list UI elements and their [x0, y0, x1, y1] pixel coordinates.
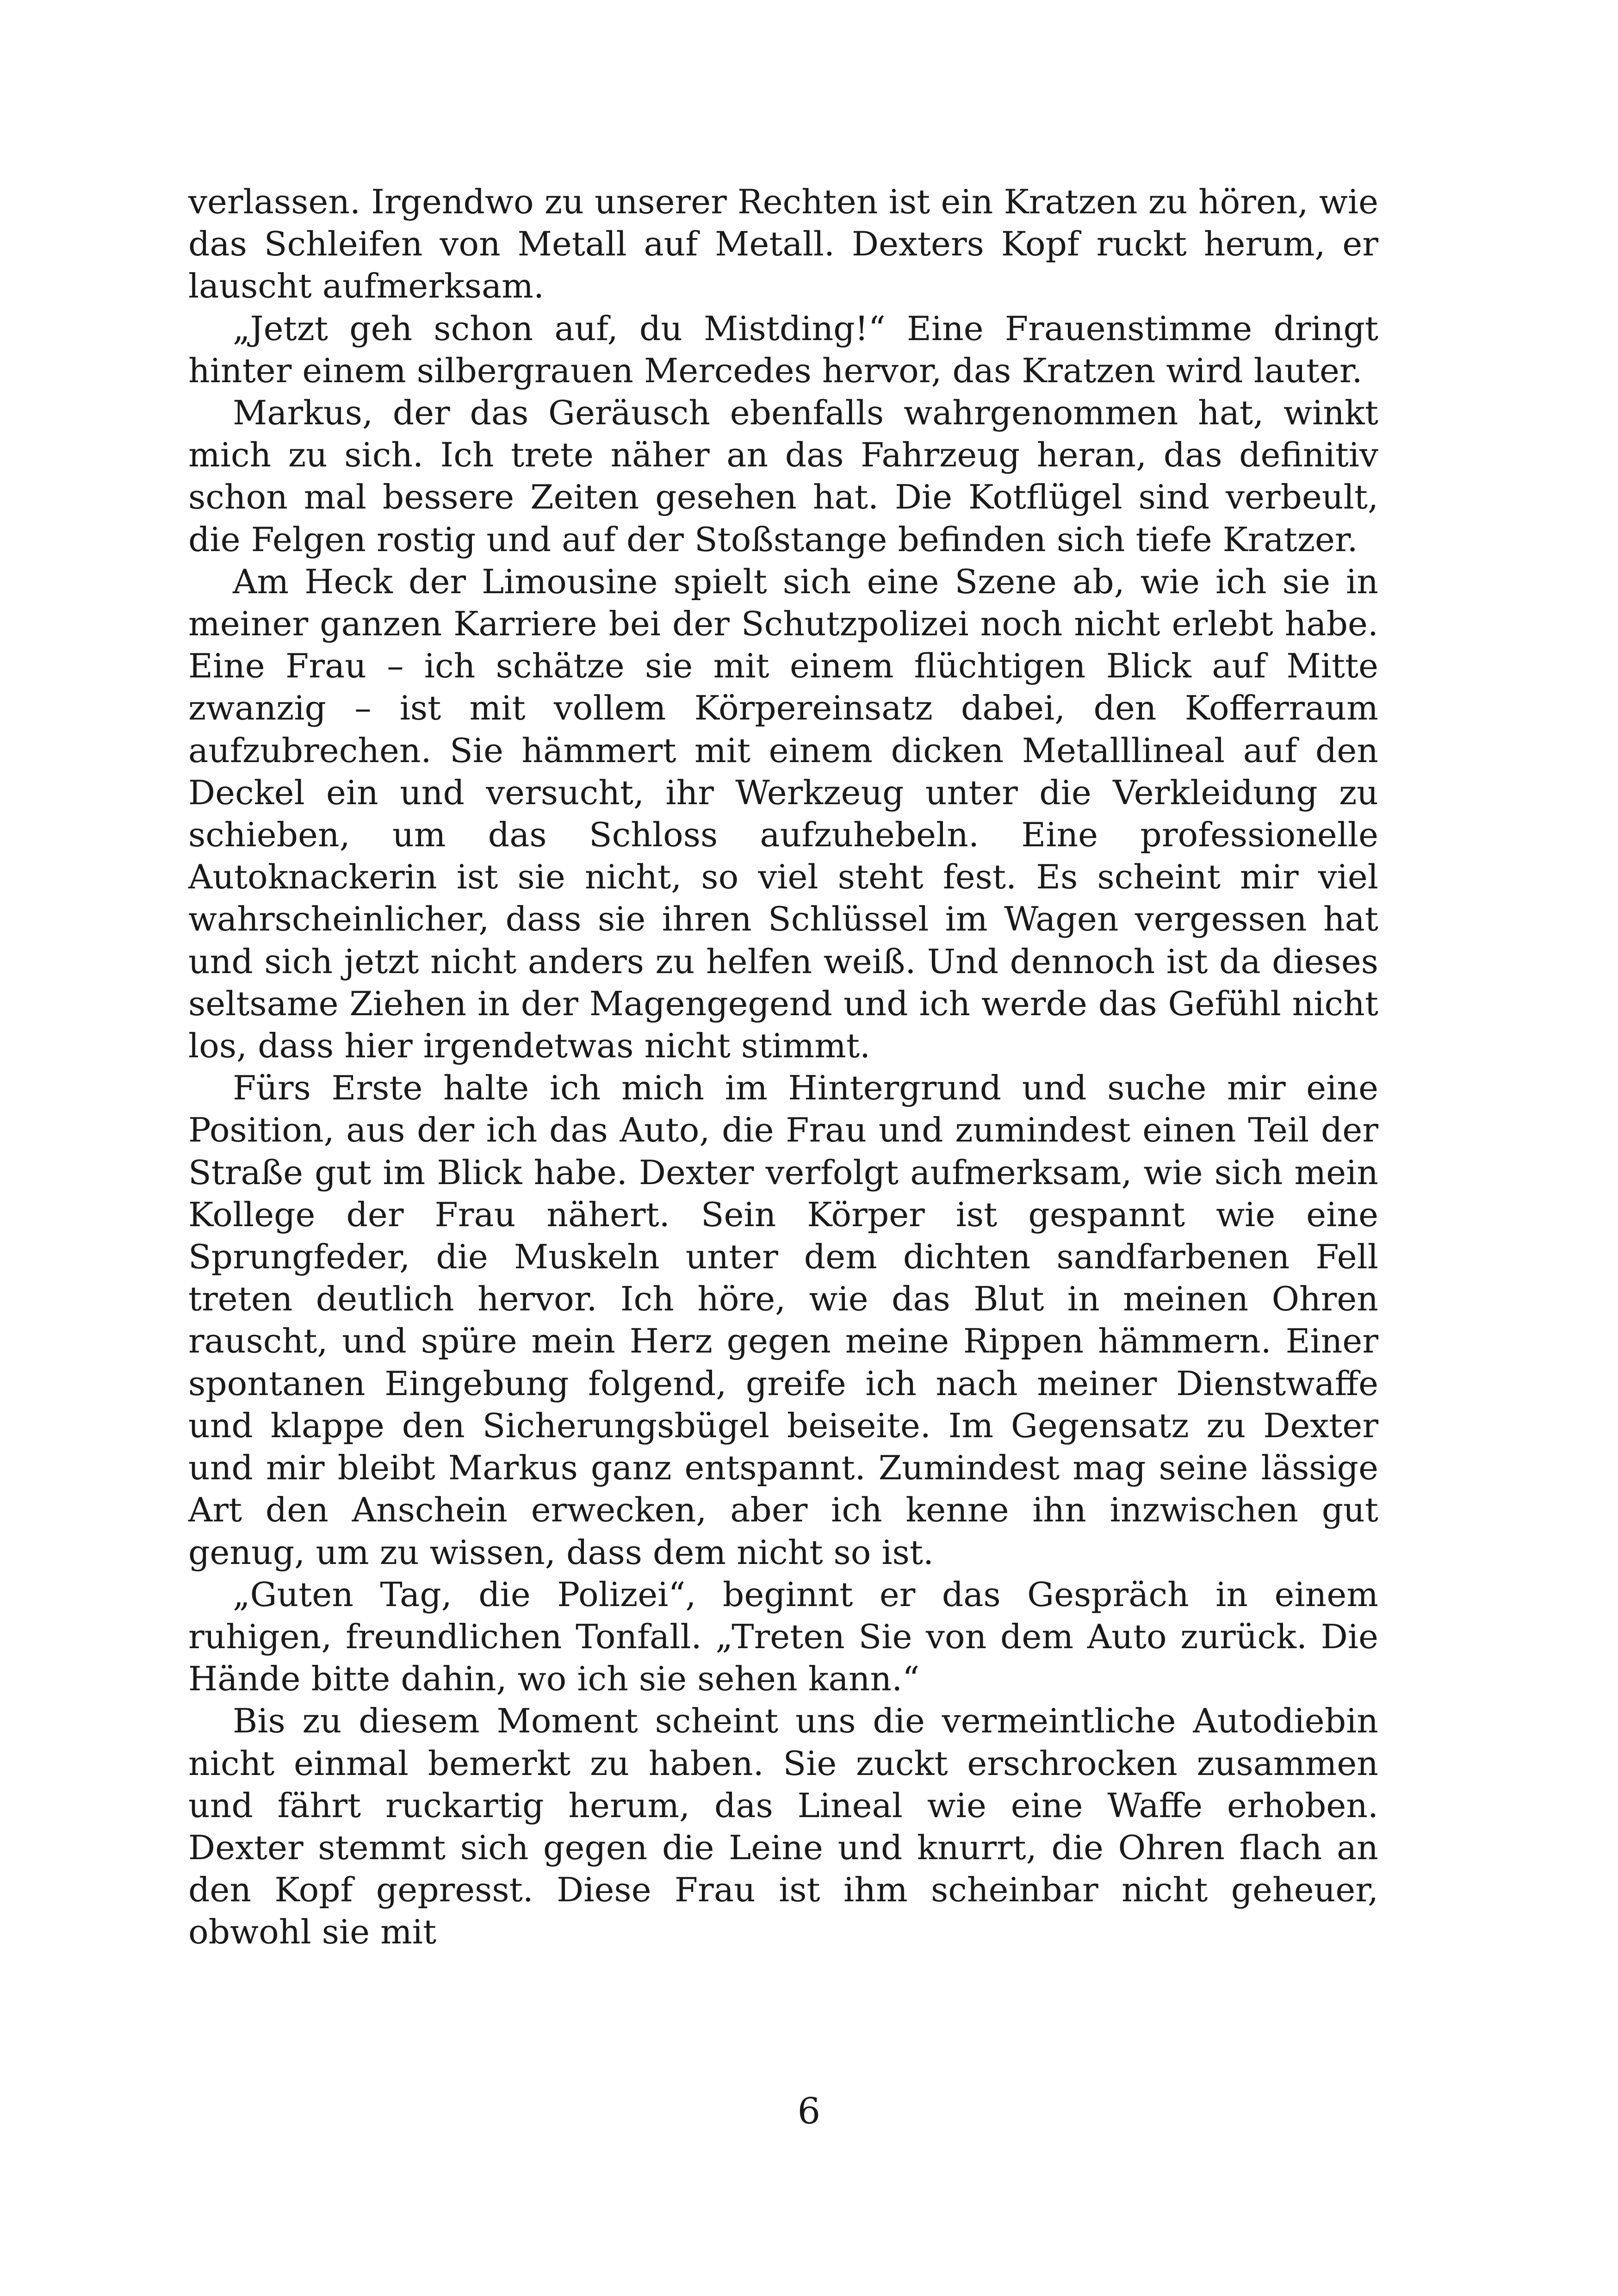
paragraph-1: verlassen. Irgendwo zu unserer Rechten ist ein Kratzen zu hören, wie das Schleifen von Metall auf Metall. Dexters Kopf ruckt herum, er lauscht aufmerksam. [188, 183, 1378, 306]
paragraph-2: „Jetzt geh schon auf, du Mistding!“ Eine Frauenstimme dringt hinter einem silbergrauen Mercedes hervor, das Kratzen wird lauter. [188, 309, 1378, 391]
paragraph-5: Fürs Erste halte ich mich im Hintergrund und suche mir eine Position, aus der ich das Auto, die Frau und zumindest einen Teil der Straße gut im Blick habe. Dexter verfolgt aufmerksam, wie sich mein Kollege der Frau nähert. Sein Körper ist gespannt wie eine Sprungfeder, die Muskeln unter dem dichten sandfarbenen Fell treten deutlich hervor. Ich höre, wie das Blut in meinen Ohren rauscht, und spüre mein Herz gegen meine Rippen hämmern. Einer spontanen Eingebung folgend, greife ich nach meiner Dienstwaffe und klappe den Sicherungsbügel beiseite. Im Gegensatz zu Dexter und mir bleibt Markus ganz entspannt. Zumindest mag seine lässige Art den Anschein erwecken, aber ich kenne ihn inzwischen gut genug, um zu wissen, dass dem nicht so ist. [188, 1069, 1378, 1572]
paragraph-6: „Guten Tag, die Polizei“, beginnt er das Gespräch in einem ruhigen, freundlichen Tonfall. „Treten Sie von dem Auto zurück. Die Hände bitte dahin, wo ich sie sehen kann.“ [188, 1575, 1378, 1699]
page-number: 6 [797, 2091, 821, 2132]
paragraph-7: Bis zu diesem Moment scheint uns die vermeintliche Autodiebin nicht einmal bemerkt zu haben. Sie zuckt erschrocken zusammen und fährt ruckartig herum, das Lineal wie eine Waffe erhoben. Dexter stemmt sich gegen die Leine und knurrt, die Ohren flach an den Kopf gepresst. Diese Frau ist ihm scheinbar nicht geheuer, obwohl sie mit [188, 1702, 1378, 1952]
paragraph-3: Markus, der das Geräusch ebenfalls wahrgenommen hat, winkt mich zu sich. Ich trete näher an das Fahrzeug heran, das definitiv schon mal bessere Zeiten gesehen hat. Die Kotflügel sind verbeult, die Felgen rostig und auf der Stoßstange befinden sich tiefe Kratzer. [188, 394, 1378, 559]
paragraph-4: Am Heck der Limousine spielt sich eine Szene ab, wie ich sie in meiner ganzen Karriere bei der Schutzpolizei noch nicht erlebt habe. Eine Frau – ich schätze sie mit einem flüchtigen Blick auf Mitte zwanzig – ist mit vollem Körpereinsatz dabei, den Kofferraum aufzubrechen. Sie hämmert mit einem dicken Metalllineal auf den Deckel ein und versucht, ihr Werkzeug unter die Verkleidung zu schieben, um das Schloss aufzuhebeln. Eine professionelle Autoknackerin ist sie nicht, so viel steht fest. Es scheint mir viel wahrscheinlicher, dass sie ihren Schlüssel im Wagen vergessen hat und sich jetzt nicht anders zu helfen weiß. Und dennoch ist da dieses seltsame Ziehen in der Magengegend und ich werde das Gefühl nicht los, dass hier irgendetwas nicht stimmt. [188, 562, 1378, 1066]
body-text [188, 181, 1378, 1954]
